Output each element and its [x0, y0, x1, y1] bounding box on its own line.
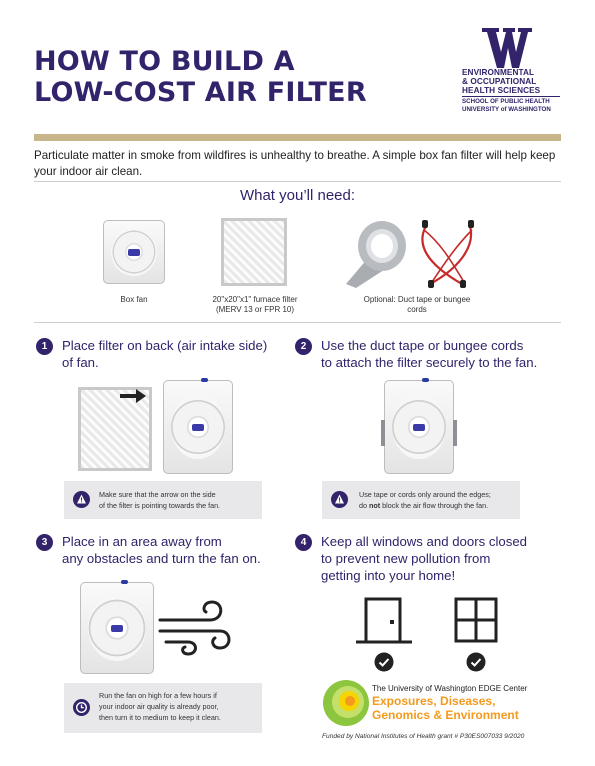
tape-caption: [344, 295, 490, 315]
header-divider: [34, 134, 561, 141]
filter-caption-line: 20"x20"x1" furnace filter: [212, 295, 298, 304]
logo-text-line: HEALTH SCIENCES: [462, 86, 541, 95]
step-1-line: Place filter on back (air intake side): [62, 338, 268, 353]
step-2-note: [322, 481, 520, 519]
funding-note: Funded by National Institutes of Health grant # P30ES007033 9/2020: [322, 733, 525, 740]
step-2-line: to attach the filter securely to the fan.: [321, 355, 538, 370]
step-3-note: [64, 683, 262, 733]
note-emphasis: not: [369, 501, 381, 510]
logo-university-text: UNIVERSITY of WASHINGTON: [462, 106, 551, 113]
section-divider: [34, 181, 561, 182]
uw-ehs-logo: [462, 28, 572, 114]
tape-caption-line: cords: [407, 305, 427, 314]
note-text-part: do: [359, 501, 369, 510]
box-fan-image: [103, 220, 165, 284]
title-line-1: HOW TO BUILD A: [34, 46, 295, 77]
tape-strip: [381, 420, 385, 446]
step-4-line: to prevent new pollution from: [321, 551, 491, 566]
step-3-number: 3: [36, 534, 53, 551]
page-title: [34, 46, 394, 108]
note-text-part: block the air flow through the fan.: [380, 501, 489, 510]
note-line: [359, 500, 519, 511]
step-1-note: [64, 481, 262, 519]
filter-caption: [196, 295, 314, 315]
duct-tape-bungee-image: [344, 218, 484, 290]
arrow-right-icon: [119, 388, 147, 404]
clock-icon: [73, 699, 90, 716]
note-line: Use tape or cords only around the edges;: [359, 490, 491, 499]
door-icon: [352, 596, 416, 644]
tape-caption-line: Optional: Duct tape or bungee: [363, 295, 471, 304]
bungee-cords-icon: [422, 226, 472, 284]
step-4-line: Keep all windows and doors closed: [321, 534, 527, 549]
note-line: your indoor air quality is already poor,: [99, 702, 219, 711]
step-4-line: getting into your home!: [321, 568, 456, 583]
edge-center-logo-icon: [322, 679, 370, 727]
box-fan-image: [80, 582, 154, 674]
step-4-number: 4: [295, 534, 312, 551]
logo-text-line: & OCCUPATIONAL: [462, 77, 537, 86]
edge-center-name: The University of Washington EDGE Center: [372, 684, 528, 693]
step-3-line: any obstacles and turn the fan on.: [62, 551, 261, 566]
check-icon: [466, 652, 486, 672]
note-line: then turn it to medium to keep it clean.: [99, 713, 221, 722]
box-fan-with-filter-image: [384, 380, 454, 474]
filter-caption-line: (MERV 13 or FPR 10): [215, 305, 295, 314]
section-divider: [34, 322, 561, 323]
note-line: Make sure that the arrow on the side: [99, 490, 216, 499]
title-line-2: LOW-COST AIR FILTER: [34, 77, 367, 108]
furnace-filter-image: [221, 218, 287, 286]
box-fan-caption: Box fan: [120, 295, 148, 304]
wind-icon: [158, 598, 234, 656]
note-line: Run the fan on high for a few hours if: [99, 691, 217, 700]
needs-heading: What you’ll need:: [239, 187, 356, 204]
step-3-line: Place in an area away from: [62, 534, 222, 549]
edge-center-text: [372, 683, 572, 722]
step-3-text: [62, 533, 292, 567]
step-1-number: 1: [36, 338, 53, 355]
uw-w-logo-icon: [482, 28, 532, 68]
warning-icon: [331, 491, 348, 508]
edge-center-tagline: Exposures, Diseases,: [372, 694, 496, 708]
box-fan-image: [163, 380, 233, 474]
step-1-text: [62, 337, 292, 371]
logo-divider: [462, 96, 560, 97]
intro-text: Particulate matter in smoke from wildfires is unhealthy to breathe. A simple box fan filter will help keep your indoor air clean.: [34, 149, 556, 178]
step-4-text: [321, 533, 566, 584]
logo-text-line: ENVIRONMENTAL: [462, 68, 535, 77]
window-icon: [452, 596, 500, 644]
step-2-number: 2: [295, 338, 312, 355]
step-1-line: of fan.: [62, 355, 99, 370]
check-icon: [374, 652, 394, 672]
step-2-text: [321, 337, 566, 371]
note-line: of the filter is pointing towards the fan.: [99, 501, 221, 510]
tape-strip: [453, 420, 457, 446]
duct-tape-icon: [346, 221, 406, 288]
warning-icon: [73, 491, 90, 508]
logo-school-text: SCHOOL OF PUBLIC HEALTH: [462, 98, 550, 105]
edge-center-tagline: Genomics & Environment: [372, 708, 519, 722]
step-2-line: Use the duct tape or bungee cords: [321, 338, 524, 353]
